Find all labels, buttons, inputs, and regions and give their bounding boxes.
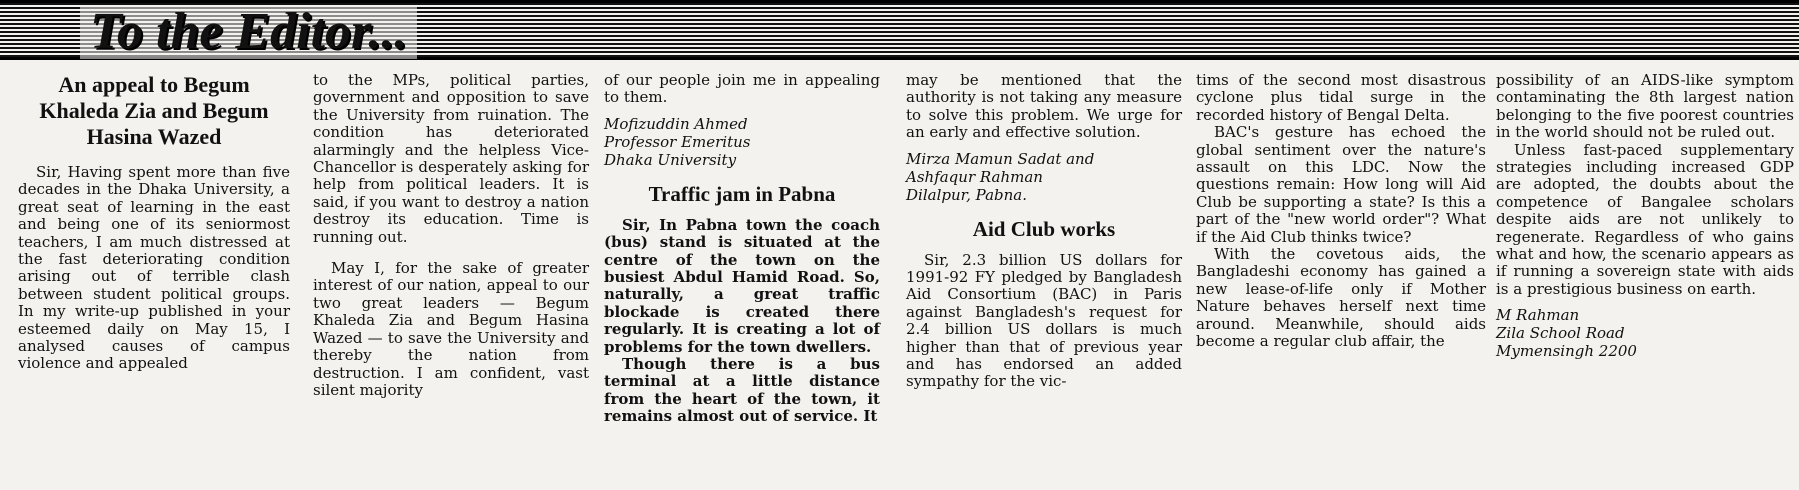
signature-place: Mymensingh 2200 xyxy=(1496,342,1637,361)
section-title: To the Editor... xyxy=(80,5,417,59)
aid-paragraph-3: With the covetous aids, the Bangladeshi economy has gained a new lease-of-life only if Mother Nature behaves herself next time around. Meanwhile, should aids become a regular club affair, the xyxy=(1196,245,1486,351)
signature-road: Zila School Road xyxy=(1496,324,1625,343)
headline-appeal: An appeal to Begum Khaleda Zia and Begum Hasina Wazed xyxy=(39,72,269,149)
traffic-paragraph-2-continued: may be mentioned that the authority is not taking any measure to solve this problem. We urge for an early and effective solution. xyxy=(906,71,1182,142)
section-banner xyxy=(0,0,1799,60)
column-5 xyxy=(1196,72,1486,482)
column-1 xyxy=(18,72,290,482)
signature-name: Mirza Mamun Sadat and xyxy=(906,149,1095,168)
signature-name-2: Ashfaqur Rahman xyxy=(906,167,1043,186)
headline-aid: Aid Club works xyxy=(972,216,1116,241)
traffic-paragraph-1: Sir, In Pabna town the coach (bus) stand is situated at the centre of the town on the busiest Abdul Hamid Road. So, naturally, a great traffic blockade is created there regularly. It is creating a lot of problems for the town dwellers. xyxy=(604,215,880,356)
signature-name: Mofizuddin Ahmed xyxy=(604,114,748,133)
appeal-signature xyxy=(604,115,880,169)
aid-paragraph-2: BAC's gesture has echoed the global sentiment over the nature's assault on this LDC. Now the questions remain: How long will Aid Club be supporting a state? Is this a part of the "new world order"? What if the Aid Club thinks twice? xyxy=(1196,123,1486,246)
aid-paragraph-4: Unless fast-paced supplementary strategies including increased GDP are adopted, the doubts about the competence of Bangalee scholars despite aids are not unlikely to regenerate. Regardless of who gains what and how, the scenario appears as if running a sovereign state with aids is a prestigious business on earth. xyxy=(1496,140,1794,298)
signature-name: M Rahman xyxy=(1496,306,1580,325)
aid-paragraph-3-continued: possibility of an AIDS-like symptom contaminating the 8th largest nation belonging to the five poorest countries in the world should not be ruled out. xyxy=(1496,71,1794,142)
traffic-paragraph-2: Though there is a bus terminal at a little distance from the heart of the town, it remains almost out of service. It xyxy=(604,355,880,426)
appeal-paragraph-1: Sir, Having spent more than five decades in the Dhaka University, a great seat of learning in the east and being one of its seniormost teachers, I am much distressed at the fast deteriorating condition arising out of terrible clash between student political groups. In my write-up published in your esteemed daily on May 15, I analysed causes of campus violence and appealed xyxy=(18,163,290,373)
column-3 xyxy=(604,72,880,482)
column-2 xyxy=(313,72,589,482)
column-6 xyxy=(1496,72,1794,482)
signature-place: Dhaka University xyxy=(604,150,737,169)
traffic-signature xyxy=(906,150,1182,204)
signature-place: Dilalpur, Pabna. xyxy=(906,185,1028,204)
headline-traffic: Traffic jam in Pabna xyxy=(648,181,836,206)
column-4 xyxy=(906,72,1182,482)
appeal-paragraph-2-continued: of our people join me in appealing to them. xyxy=(604,71,880,107)
signature-title: Professor Emeritus xyxy=(604,132,751,151)
aid-paragraph-1: Sir, 2.3 billion US dollars for 1991-92 FY pledged by Bangladesh Aid Consortium (BAC) in Paris against Bangladesh's request for 2.4 billion US dollars is much higher than that of previous year and has endorsed an added sympathy for the vic- xyxy=(906,250,1182,391)
appeal-paragraph-2: May I, for the sake of greater interest of our nation, appeal to our two great leaders — Begum Khaleda Zia and Begum Hasina Wazed — to save the University and thereby the nation from destruction. I am confident, vast silent majority xyxy=(313,259,589,399)
aid-paragraph-1-continued: tims of the second most disastrous cyclone plus tidal surge in the recorded history of Bengal Delta. xyxy=(1196,71,1486,124)
aid-signature xyxy=(1496,306,1794,360)
appeal-paragraph-1-continued: to the MPs, political parties, government and opposition to save the University from ruination. The condition has deteriorated alarmingly and the helpless Vice-Chancellor is desperately asking for help from political leaders. It is said, if you want to destroy a nation destroy its education. Time is running out. xyxy=(313,71,589,246)
